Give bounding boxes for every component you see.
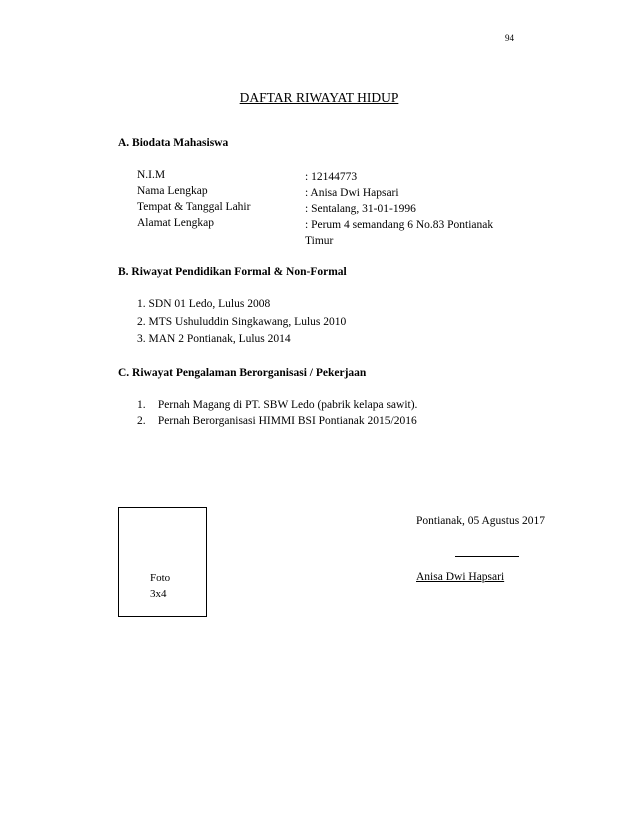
place-date: Pontianak, 05 Agustus 2017 <box>416 515 546 527</box>
experience-item-number: 2. <box>137 415 146 427</box>
photo-label-line2: 3x4 <box>150 588 167 600</box>
photo-label-line1: Foto <box>150 572 171 584</box>
signer-name: Anisa Dwi Hapsari <box>416 571 505 583</box>
section-a-heading: A. Biodata Mahasiswa <box>118 137 229 149</box>
education-item: 2. MTS Ushuluddin Singkawang, Lulus 2010 <box>137 316 347 328</box>
field-value-full-name: : Anisa Dwi Hapsari <box>305 187 399 199</box>
experience-item-number: 1. <box>137 399 146 411</box>
photo-box <box>118 507 207 617</box>
experience-item-text: Pernah Berorganisasi HIMMI BSI Pontianak 2015/2016 <box>157 415 417 427</box>
experience-item <box>137 415 417 427</box>
experience-item-text: Pernah Magang di PT. SBW Ledo (pabrik kelapa sawit). <box>157 399 418 411</box>
page-number: 94 <box>505 33 514 43</box>
signature-line <box>455 556 519 557</box>
photo-label <box>150 570 190 602</box>
education-item: 1. SDN 01 Ledo, Lulus 2008 <box>137 298 271 310</box>
field-value-birth: : Sentalang, 31-01-1996 <box>305 203 416 215</box>
field-value-address: : Perum 4 semandang 6 No.83 Pontianak Timur <box>305 219 494 247</box>
section-b-heading: B. Riwayat Pendidikan Formal & Non-Formal <box>118 266 347 278</box>
document-title: DAFTAR RIWAYAT HIDUP <box>239 90 399 105</box>
field-value-nim: : 12144773 <box>305 171 358 183</box>
field-label-full-name: Nama Lengkap <box>137 185 208 197</box>
field-label-birth: Tempat & Tanggal Lahir <box>137 201 251 213</box>
education-item: 3. MAN 2 Pontianak, Lulus 2014 <box>137 333 291 345</box>
section-c-heading: C. Riwayat Pengalaman Berorganisasi / Pekerjaan <box>118 367 367 379</box>
field-label-nim: N.I.M <box>137 169 166 181</box>
field-label-address: Alamat Lengkap <box>137 217 214 229</box>
experience-item <box>137 399 417 411</box>
